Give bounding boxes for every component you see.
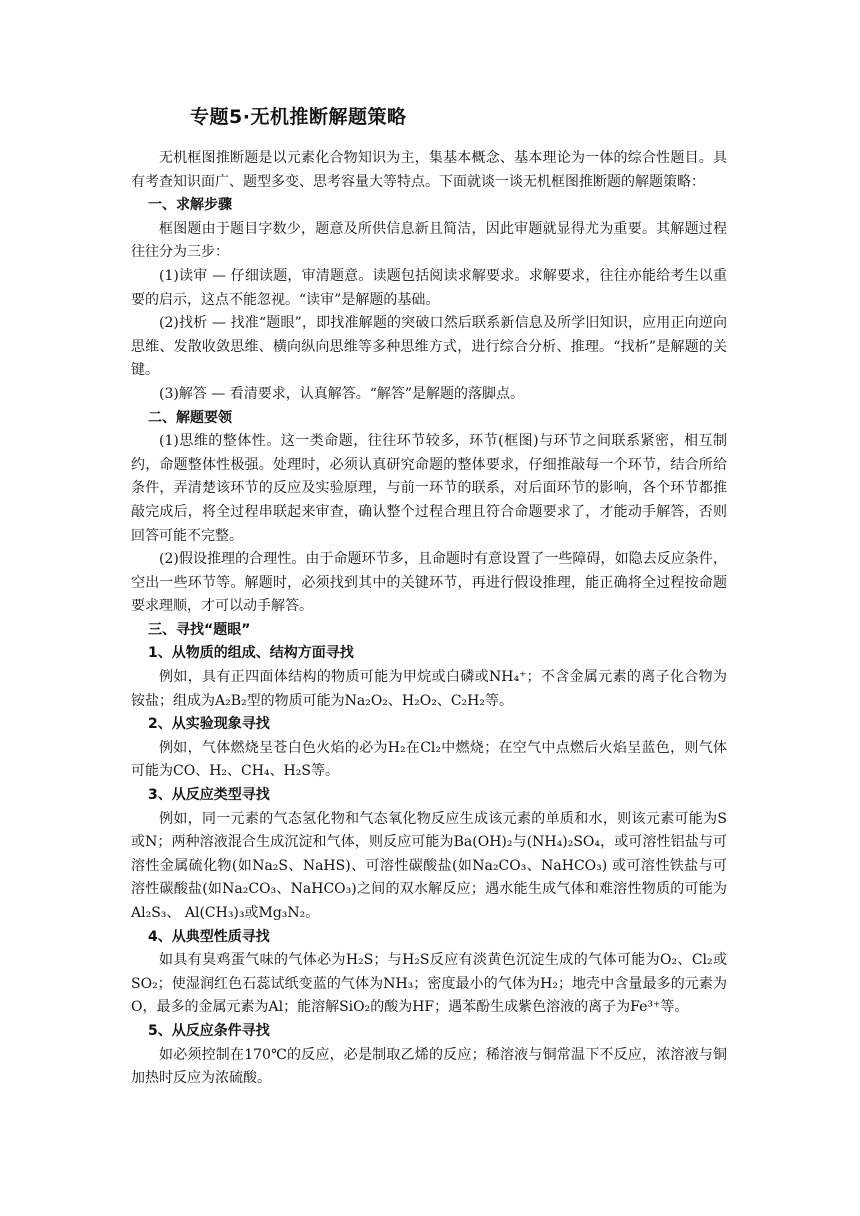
subsection-heading: 3、从反应类型寻找	[148, 787, 270, 804]
subsection-heading: 1、从物质的组成、结构方面寻找	[148, 645, 354, 662]
paragraph: 例如，具有正四面体结构的物质可能为甲烷或白磷或NH₄⁺；不含金属元素的离子化合物为铵盐；组成为A₂B₂型的物质可能为Na₂O₂、H₂O₂、C₂H₂等。	[131, 669, 727, 709]
subsection-heading: 2、从实验现象寻找	[148, 716, 270, 733]
document-body	[131, 102, 727, 1091]
paragraph: (1)思维的整体性。这一类命题，往往环节较多，环节(框图)与环节之间联系紧密，相互制约，命题整体性极强。处理时，必须认真研究命题的整体要求，仔细推敲每一个环节，结合所给条件，弄清楚该环节的反应及实验原理，与前一环节的联系，对后面环节的影响，各个环节都推敲完成后，将全过程串联起来审查，确认整个过程合理且符合命题要求了，才能动手解答，否则回答可能不完整。	[131, 433, 727, 544]
paragraph: (1)读审 — 仔细读题，审清题意。读题包括阅读求解要求。求解要求，往往亦能给考生以重要的启示，这点不能忽视。“读审”是解题的基础。	[131, 267, 727, 308]
section-heading-3: 三、寻找“题眼”	[148, 621, 251, 638]
subsection-heading: 5、从反应条件寻找	[148, 1022, 270, 1039]
paragraph: (3)解答 — 看清要求，认真解答。“解答”是解题的落脚点。	[159, 385, 525, 402]
paragraph: 如必须控制在170℃的反应，必是制取乙烯的反应；稀溶液与铜常温下不反应，浓溶液与铜加热时反应为浓硫酸。	[131, 1046, 727, 1087]
section-heading-1: 一、求解步骤	[148, 197, 232, 214]
paragraph: 例如，同一元素的气态氢化物和气态氧化物反应生成该元素的单质和水，则该元素可能为S或N；两种溶液混合生成沉淀和气体，则反应可能为Ba(OH)₂与(NH₄)₂SO₄，或可溶性铝盐与可溶性金属硫化物(如Na₂S、NaHS)、可溶性碳酸盐(如Na₂CO₃、NaHCO₃) 或可溶性铁盐与可溶性碳酸盐(如Na₂CO₃、NaHCO₃)之间的双水解反应；遇水能生成气体和难溶性物质的可能为Al₂S₃、 Al(CH₃)₃或Mg₃N₂。	[131, 810, 727, 921]
page-title: 专题5·无机推断解题策略	[190, 106, 407, 128]
paragraph: 例如，气体燃烧呈苍白色火焰的必为H₂在Cl₂中燃烧；在空气中点燃后火焰呈蓝色，则气体可能为CO、H₂、CH₄、H₂S等。	[131, 739, 727, 780]
paragraph: (2)找析 — 找准“题眼”，即找准解题的突破口然后联系新信息及所学旧知识，应用正向逆向思维、发散收敛思维、横向纵向思维等多种思维方式，进行综合分析、推理。“找析”是解题的关键。	[131, 315, 727, 379]
paragraph: 如具有臭鸡蛋气味的气体必为H₂S；与H₂S反应有淡黄色沉淀生成的气体可能为O₂、Cl₂或SO₂；使湿润红色石蕊试纸变蓝的气体为NH₃；密度最小的气体为H₂；地壳中含量最多的元素为O，最多的金属元素为Al；能溶解SiO₂的酸为HF；遇苯酚生成紫色溶液的离子为Fe³⁺等。	[131, 952, 727, 1016]
paragraph: (2)假设推理的合理性。由于命题环节多，且命题时有意设置了一些障碍，如隐去反应条件，空出一些环节等。解题时，必须找到其中的关键环节，再进行假设推理，能正确将全过程按命题要求理顺，才可以动手解答。	[131, 551, 727, 615]
section-heading-2: 二、解题要领	[148, 409, 232, 426]
subsection-heading: 4、从典型性质寻找	[148, 928, 270, 945]
intro-paragraph: 无机框图推断题是以元素化合物知识为主，集基本概念、基本理论为一体的综合性题目。具有考查知识面广、题型多变、思考容量大等特点。下面就谈一谈无机框图推断题的解题策略：	[131, 150, 727, 190]
paragraph: 框图题由于题目字数少，题意及所供信息新且简洁，因此审题就显得尤为重要。其解题过程往往分为三步：	[131, 220, 727, 261]
